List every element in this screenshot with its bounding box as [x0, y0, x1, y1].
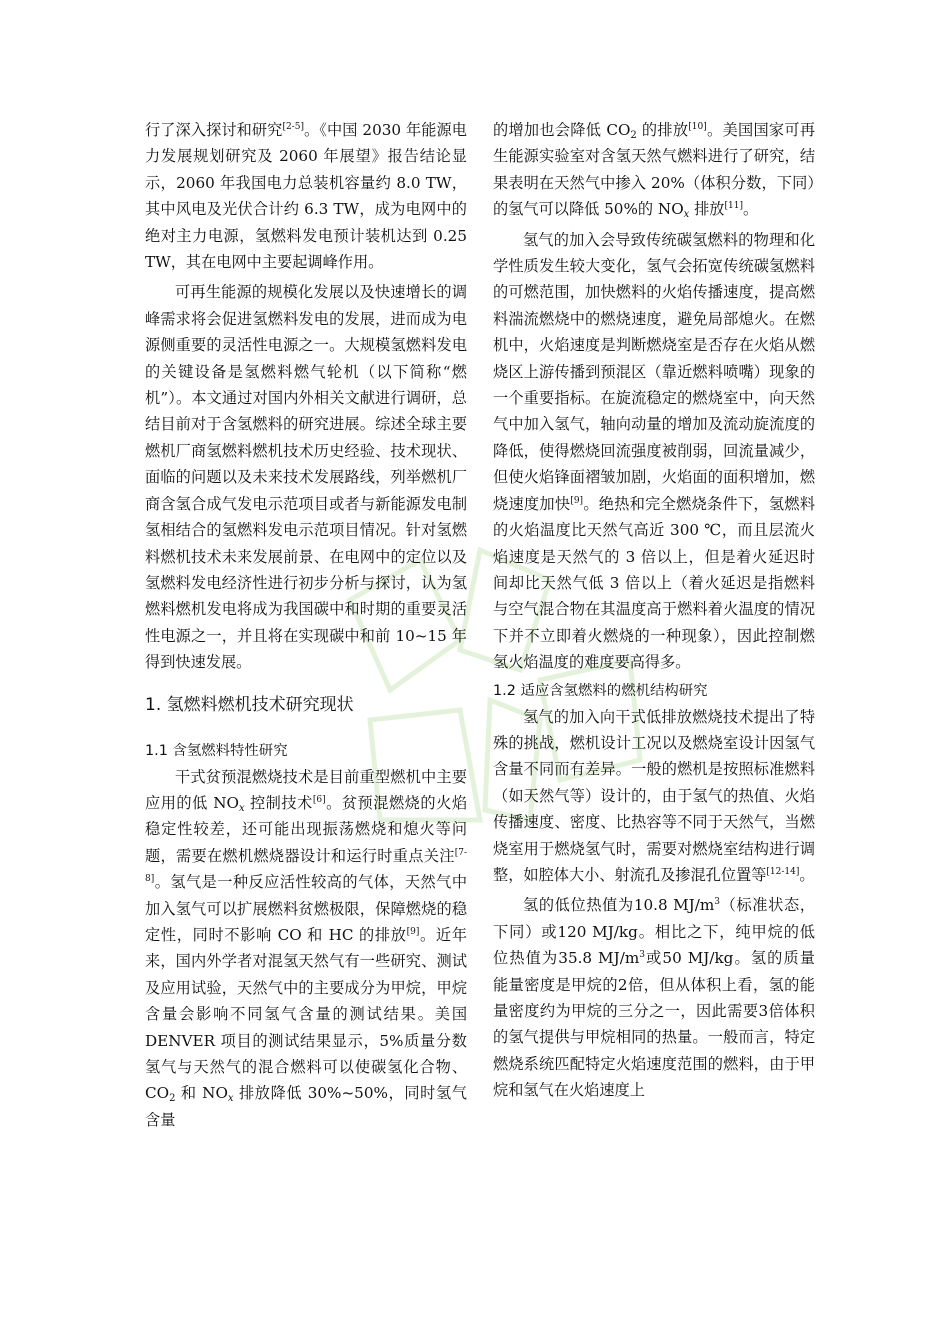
paragraph-right-1: 的增加也会降低 $CO_2$ 的排放[10]。美国国家可再生能源实验室对含氢天然气燃料进行了研究，结果表明在天然气中掺入 20%（体积分数，下同）的氢气可以降低 50%的 $NO_x$ 排放[11]。	[493, 121, 816, 221]
subsection-heading-1-1: 1.1 含氢燃料特性研究	[145, 742, 288, 759]
right-column	[493, 117, 815, 1104]
paragraph-right-4: 氢的低位热值为10.8 $MJ/m^3$（标准状态，下同）或120 MJ/kg。相比之下，纯甲烷的低位热值为35.8 $MJ/m^3$或50 MJ/kg。氢的质量能量密度是甲烷的2倍，但从体积上看，氢的能量密度约为甲烷的三分之一，因此需要3倍体积的氢气提供与甲烷相同的热量。一般而言，特定燃烧系统匹配特定火焰速度范围的燃料，由于甲烷和氢气在火焰速度上	[493, 896, 815, 1100]
paragraph-left-1: 行了深入探讨和研究[2-5]。《中国 2030 年能源电力发展规划研究及 2060 年展望》报告结论显示，2060 年我国电力总装机容量约 8.0 TW，其中风电及光伏合计约 6.3 TW，成为电网中的绝对主力电源，氢燃料发电预计装机达到 0.25 TW，其在电网中主要起调峰作用。	[145, 121, 467, 272]
section-heading-1: 1. 氢燃料燃机技术研究现状	[145, 694, 354, 715]
paragraph-left-2: 可再生能源的规模化发展以及快速增长的调峰需求将会促进氢燃料发电的发展，进而成为电源侧重要的灵活性电源之一。大规模氢燃料发电的关键设备是氢燃料燃气轮机（以下简称“燃机”）。本文通过对国内外相关文献进行调研，总结目前对于含氢燃料的研究进展。综述全球主要燃机厂商氢燃料燃机技术历史经验、技术现状、面临的问题以及未来技术发展路线，列举燃机厂商含氢合成气发电示范项目或者与新能源发电制氢相结合的氢燃料发电示范项目情况。针对氢燃料燃机技术未来发展前景、在电网中的定位以及氢燃料发电经济性进行初步分析与探讨，认为氢燃料燃机发电将成为我国碳中和时期的重要灵活性电源之一，并且将在实现碳中和前 10~15 年得到快速发展。	[145, 283, 467, 672]
paragraph-right-2: 氢气的加入会导致传统碳氢燃料的物理和化学性质发生较大变化，氢气会拓宽传统碳氢燃料的可燃范围，加快燃料的火焰传播速度，提高燃料湍流燃烧中的燃烧速度，避免局部熄火。在燃机中，火焰速度是判断燃烧室是否存在火焰从燃烧区上游传播到预混区（靠近燃料喷嘴）现象的一个重要指标。在旋流稳定的燃烧室中，向天然气中加入氢气，轴向动量的增加及流动旋流度的降低，使得燃烧回流强度被削弱，回流量减少，但使火焰锋面褶皱加剧，火焰面的面积增加，燃烧速度加快[9]。绝热和完全燃烧条件下，氢燃料的火焰温度比天然气高近 300 ℃，而且层流火焰速度是天然气的 3 倍以上，但是着火延迟时间却比天然气低 3 倍以上（着火延迟是指燃料与空气混合物在其温度高于燃料着火温度的情况下并不立即着火燃烧的一种现象），因此控制燃氢火焰温度的难度要高得多。	[493, 230, 816, 672]
paragraph-left-3: 干式贫预混燃烧技术是目前重型燃机中主要应用的低 $NO_x$ 控制技术[6]。贫预混燃烧的火焰稳定性较差，还可能出现振荡燃烧和熄火等问题，需要在燃机燃烧器设计和运行时重点关注[7-8]。氢气是一种反应活性较高的气体，天然气中加入氢气可以扩展燃料贫燃极限，保障燃烧的稳定性，同时不影响 CO 和 HC 的排放[9]。近年来，国内外学者对混氢天然气有一些研究、测试及应用试验，天然气中的主要成分为甲烷，甲烷含量会影响不同氢气含量的测试结果。美国 DENVER 项目的测试结果显示，5%质量分数氢气与天然气的混合燃料可以使碳氢化合物、$CO_2$ 和 $NO_x$ 排放降低 30%~50%，同时氢气含量	[145, 767, 468, 1129]
left-column	[145, 117, 467, 1133]
paragraph-right-3: 氢气的加入向干式低排放燃烧技术提出了特殊的挑战，燃机设计工况以及燃烧室设计因氢气含量不同而有差异。一般的燃机是按照标准燃料（如天然气等）设计的，由于氢气的热值、火焰传播速度、密度、比热容等不同于天然气，当燃烧室用于燃烧氢气时，需要对燃烧室结构进行调整，如腔体大小、射流孔及掺混孔位置等[12-14]。	[493, 707, 815, 884]
subsection-heading-1-2: 1.2 适应含氢燃料的燃机结构研究	[493, 682, 708, 699]
